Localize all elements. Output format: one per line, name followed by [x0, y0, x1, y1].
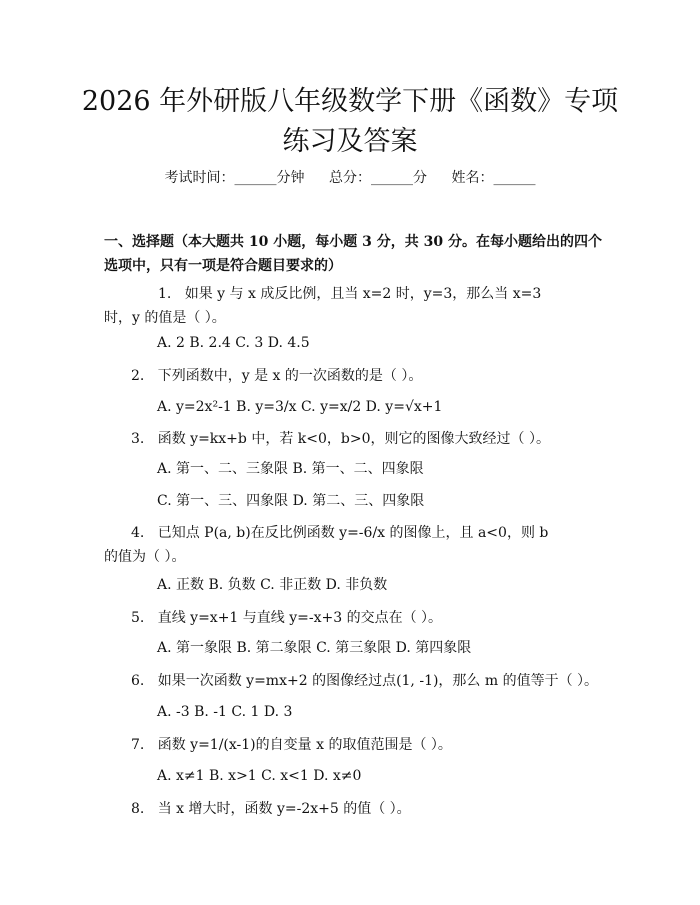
question-body: 直线 y=x+1 与直线 y=-x+3 的交点在（ ）。 [157, 610, 443, 626]
question-text [104, 606, 584, 630]
document-title [60, 82, 640, 162]
question [104, 427, 584, 451]
question-number: 7. [131, 737, 145, 753]
question [104, 282, 564, 330]
question-options: A. 正数 B. 负数 C. 非正数 D. 非负数 [157, 577, 388, 593]
question [104, 797, 584, 821]
question-body: 函数 y=1/(x-1)的自变量 x 的取值范围是（ ）。 [157, 737, 452, 753]
question-options: A. y=2x²-1 B. y=3/x C. y=x/2 D. y=√x+1 [157, 399, 443, 415]
question-options: A. -3 B. -1 C. 1 D. 3 [157, 704, 293, 720]
title-line-2: 练习及答案 [282, 126, 418, 157]
question [104, 521, 564, 569]
question-number: 1. [158, 286, 172, 302]
question [104, 606, 584, 630]
question-number: 5. [131, 610, 145, 626]
question [104, 733, 584, 757]
question [104, 669, 604, 693]
question-text [104, 669, 604, 693]
question-text [104, 733, 584, 757]
question-options: A. 2 B. 2.4 C. 3 D. 4.5 [157, 335, 310, 351]
question-body: 如果一次函数 y=mx+2 的图像经过点(1, -1)，那么 m 的值等于（ ）。 [157, 673, 599, 689]
question-text [104, 521, 564, 569]
question-text [104, 427, 584, 451]
question-body: 函数 y=kx+b 中，若 k<0，b>0，则它的图像大致经过（ ）。 [157, 431, 550, 447]
question-body: 当 x 增大时，函数 y=-2x+5 的值（ ）。 [157, 801, 411, 817]
question-number: 3. [131, 431, 145, 447]
question-text [104, 282, 564, 330]
question-options: A. 第一、二、三象限 B. 第一、二、四象限 [157, 461, 424, 477]
question-body: 下列函数中，y 是 x 的一次函数的是（ ）。 [157, 368, 423, 384]
question [104, 364, 584, 388]
exam-score: 总分：______分 [329, 170, 427, 186]
question-number: 8. [131, 801, 145, 817]
question-body: 已知点 P(a, b)在反比例函数 y=-6/x 的图像上，且 a<0，则 b 的值为（ ）。 [104, 525, 549, 565]
question-options: C. 第一、三、四象限 D. 第二、三、四象限 [157, 493, 425, 509]
exam-info [0, 168, 700, 188]
question-number: 4. [131, 525, 145, 541]
question-number: 6. [131, 673, 145, 689]
question-text [104, 364, 584, 388]
student-name: 姓名：______ [451, 170, 536, 186]
question-text [104, 797, 584, 821]
section-heading: 一、选择题（本大题共 10 小题，每小题 3 分，共 30 分。在每小题给出的四个选项中，只有一项是符合题目要求的） [104, 234, 602, 274]
question-options: A. x≠1 B. x>1 C. x<1 D. x≠0 [157, 768, 362, 784]
question-body: 如果 y 与 x 成反比例，且当 x=2 时，y=3，那么当 x=3 时，y 的值是（ ）。 [104, 286, 542, 326]
question-number: 2. [131, 368, 145, 384]
question-options: A. 第一象限 B. 第二象限 C. 第三象限 D. 第四象限 [157, 640, 472, 656]
exam-time: 考试时间：______分钟 [164, 170, 305, 186]
title-line-1: 2026 年外研版八年级数学下册《函数》专项 [81, 86, 619, 117]
